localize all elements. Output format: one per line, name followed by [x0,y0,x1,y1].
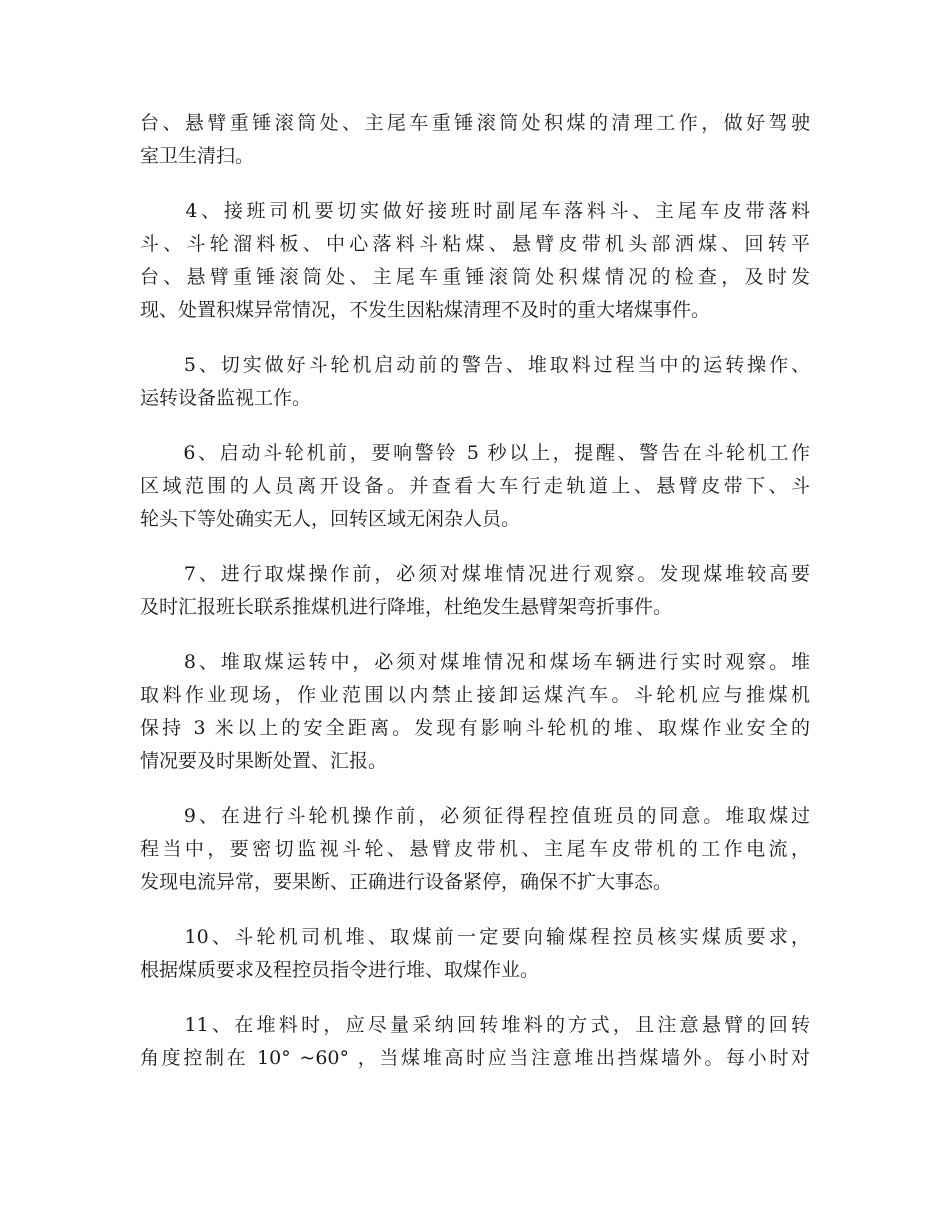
text-line: 11、在堆料时，应尽量采纳回转堆料的方式，且注意悬臂的回转 [140,1014,810,1036]
text-line: 10、斗轮机司机堆、取煤前一定要向输煤程控员核实煤质要求， [140,926,810,948]
text-line: 根据煤质要求及程控员指令进行堆、取煤作业。 [140,959,540,981]
paragraph-item-10 [140,921,810,987]
text-line: 保持 3 米以上的安全距离。发现有影响斗轮机的堆、取煤作业安全的 [140,717,810,739]
text-line: 发现电流异常，要果断、正确进行设备紧停，确保不扩大事态。 [140,871,673,893]
text-line: 台、悬臂重锤滚筒处、主尾车重锤滚筒处积煤情况的检查，及时发 [140,266,810,288]
text-line: 及时汇报班长联系推煤机进行降堆，杜绝发生悬臂架弯折事件。 [140,596,673,618]
paragraph-item-5 [140,349,810,415]
text-line: 8、堆取煤运转中，必须对煤堆情况和煤场车辆进行实时观察。堆 [140,651,810,673]
paragraph-item-4 [140,195,810,327]
text-line: 轮头下等处确实无人，回转区域无闲杂人员。 [140,508,521,530]
text-line: 区域范围的人员离开设备。并查看大车行走轨道上、悬臂皮带下、斗 [140,475,810,497]
paragraph-item-6 [140,437,810,536]
paragraph-item-7 [140,558,810,624]
paragraph-item-11 [140,1009,810,1075]
text-line: 程当中，要密切监视斗轮、悬臂皮带机、主尾车皮带机的工作电流， [140,838,810,860]
text-line: 7、进行取煤操作前，必须对煤堆情况进行观察。发现煤堆较高要 [140,563,810,585]
text-line: 台、悬臂重锤滚筒处、主尾车重锤滚筒处积煤的清理工作，做好驾驶 [140,112,810,134]
text-line: 6、启动斗轮机前，要响警铃 5 秒以上，提醒、警告在斗轮机工作 [140,442,810,464]
text-line: 取料作业现场，作业范围以内禁止接卸运煤汽车。斗轮机应与推煤机 [140,684,810,706]
paragraph-item-9 [140,800,810,899]
document-body [140,107,810,1097]
text-line: 现、处置积煤异常情况，不发生因粘煤清理不及时的重大堵煤事件。 [140,299,711,321]
paragraph-item-8 [140,646,810,778]
text-line: 室卫生清扫。 [140,145,255,167]
text-line: 角度控制在 10° ~60° ，当煤堆高时应当注意堆出挡煤墙外。每小时对 [140,1047,810,1069]
text-line: 9、在进行斗轮机操作前，必须征得程控值班员的同意。堆取煤过 [140,805,810,827]
text-line: 4、接班司机要切实做好接班时副尾车落料斗、主尾车皮带落料 [140,200,810,222]
paragraph-1 [140,107,810,173]
text-line: 5、切实做好斗轮机启动前的警告、堆取料过程当中的运转操作、 [140,354,810,376]
text-line: 情况要及时果断处置、汇报。 [140,750,388,772]
text-line: 运转设备监视工作。 [140,387,312,409]
text-line: 斗、斗轮溜料板、中心落料斗粘煤、悬臂皮带机头部洒煤、回转平 [140,233,810,255]
